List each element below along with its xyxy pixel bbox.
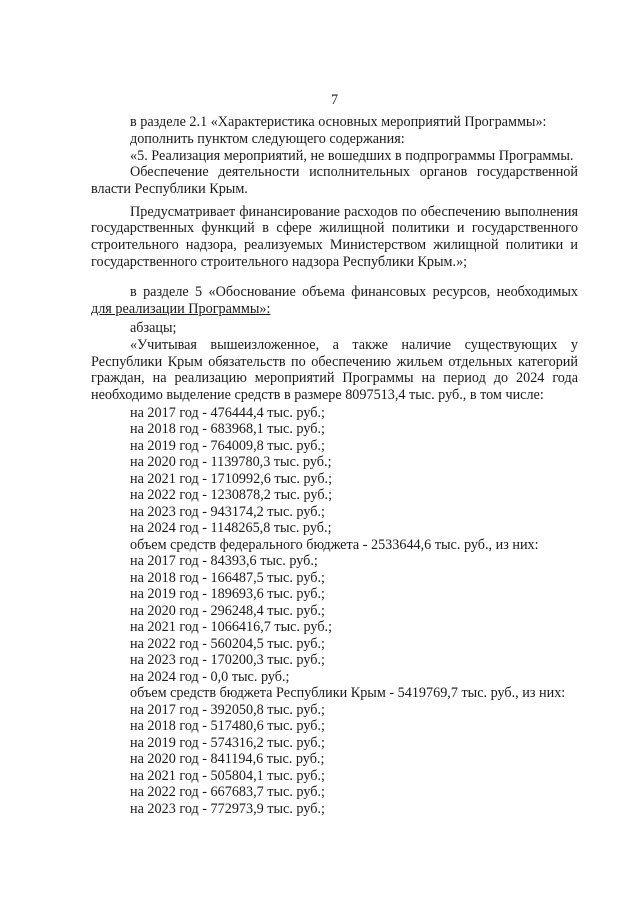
total-year-2024: на 2024 год - 1148265,8 тыс. руб.; [130,520,332,536]
total-year-2023: на 2023 год - 943174,2 тыс. руб.; [130,504,325,520]
total-year-2021: на 2021 год - 1710992,6 тыс. руб.; [130,471,333,487]
federal-year-2024: на 2024 год - 0,0 тыс. руб.; [130,669,290,685]
total-year-2020: на 2020 год - 1139780,3 тыс. руб.; [130,454,332,470]
federal-heading: объем средств федерального бюджета - 2533644,6 тыс. руб., из них: [130,537,539,553]
federal-year-2021: на 2021 год - 1066416,7 тыс. руб.; [130,619,333,635]
section-5-intro-line-2: для реализации Программы»: [91,301,271,317]
total-year-2019: на 2019 год - 764009,8 тыс. руб.; [130,438,325,454]
total-year-2017: на 2017 год - 476444,4 тыс. руб.; [130,405,325,421]
republic-year-2020: на 2020 год - 841194,6 тыс. руб.; [130,751,325,767]
total-year-2018: на 2018 год - 683968,1 тыс. руб.; [130,421,325,437]
quote-line-4: необходимо выделение средств в размере 8097513,4 тыс. руб., в том числе: [91,387,544,403]
federal-year-2019: на 2019 год - 189693,6 тыс. руб.; [130,586,325,602]
total-year-2022: на 2022 год - 1230878,2 тыс. руб.; [130,487,333,503]
republic-year-2019: на 2019 год - 574316,2 тыс. руб.; [130,735,325,751]
republic-heading: объем средств бюджета Республики Крым - 5419769,7 тыс. руб., из них: [130,685,566,701]
republic-year-2021: на 2021 год - 505804,1 тыс. руб.; [130,768,325,784]
add-item-line: дополнить пунктом следующего содержания: [130,131,405,147]
quote-line-3: граждан, на реализацию мероприятий Программы на период до 2024 года [91,370,578,386]
page-number: 7 [330,92,339,108]
republic-year-2023: на 2023 год - 772973,9 тыс. руб.; [130,801,325,817]
quote-line-1: «Учитывая вышеизложенное, а также наличие существующих у [130,337,578,353]
republic-year-2018: на 2018 год - 517480,6 тыс. руб.; [130,718,325,734]
federal-year-2022: на 2022 год - 560204,5 тыс. руб.; [130,636,325,652]
quote-line-2: Республики Крым обязательств по обеспечению жильем отдельных категорий [91,354,578,370]
republic-year-2022: на 2022 год - 667683,7 тыс. руб.; [130,784,325,800]
financing-line-4: государственного строительного надзора Республики Крым.»; [91,254,468,270]
federal-year-2020: на 2020 год - 296248,4 тыс. руб.; [130,603,325,619]
item-5-title: «5. Реализация мероприятий, не вошедших в подпрограммы Программы. [130,148,574,164]
federal-year-2023: на 2023 год - 170200,3 тыс. руб.; [130,652,325,668]
support-line-1: Обеспечение деятельности исполнительных органов государственной [130,164,578,180]
financing-line-1: Предусматривает финансирование расходов по обеспечению выполнения [130,204,578,220]
federal-year-2017: на 2017 год - 84393,6 тыс. руб.; [130,553,318,569]
federal-year-2018: на 2018 год - 166487,5 тыс. руб.; [130,570,325,586]
financing-line-3: строительного надзора, реализуемых Министерством жилищной политики и [91,237,578,253]
section-5-intro-line-1: в разделе 5 «Обоснование объема финансовых ресурсов, необходимых [130,284,578,300]
support-line-2: власти Республики Крым. [91,181,248,197]
paragraphs-label: абзацы; [130,320,177,336]
section-2-1-intro: в разделе 2.1 «Характеристика основных мероприятий Программы»: [130,114,547,130]
republic-year-2017: на 2017 год - 392050,8 тыс. руб.; [130,702,325,718]
financing-line-2: государственных функций в сфере жилищной политики и государственного [91,220,578,236]
